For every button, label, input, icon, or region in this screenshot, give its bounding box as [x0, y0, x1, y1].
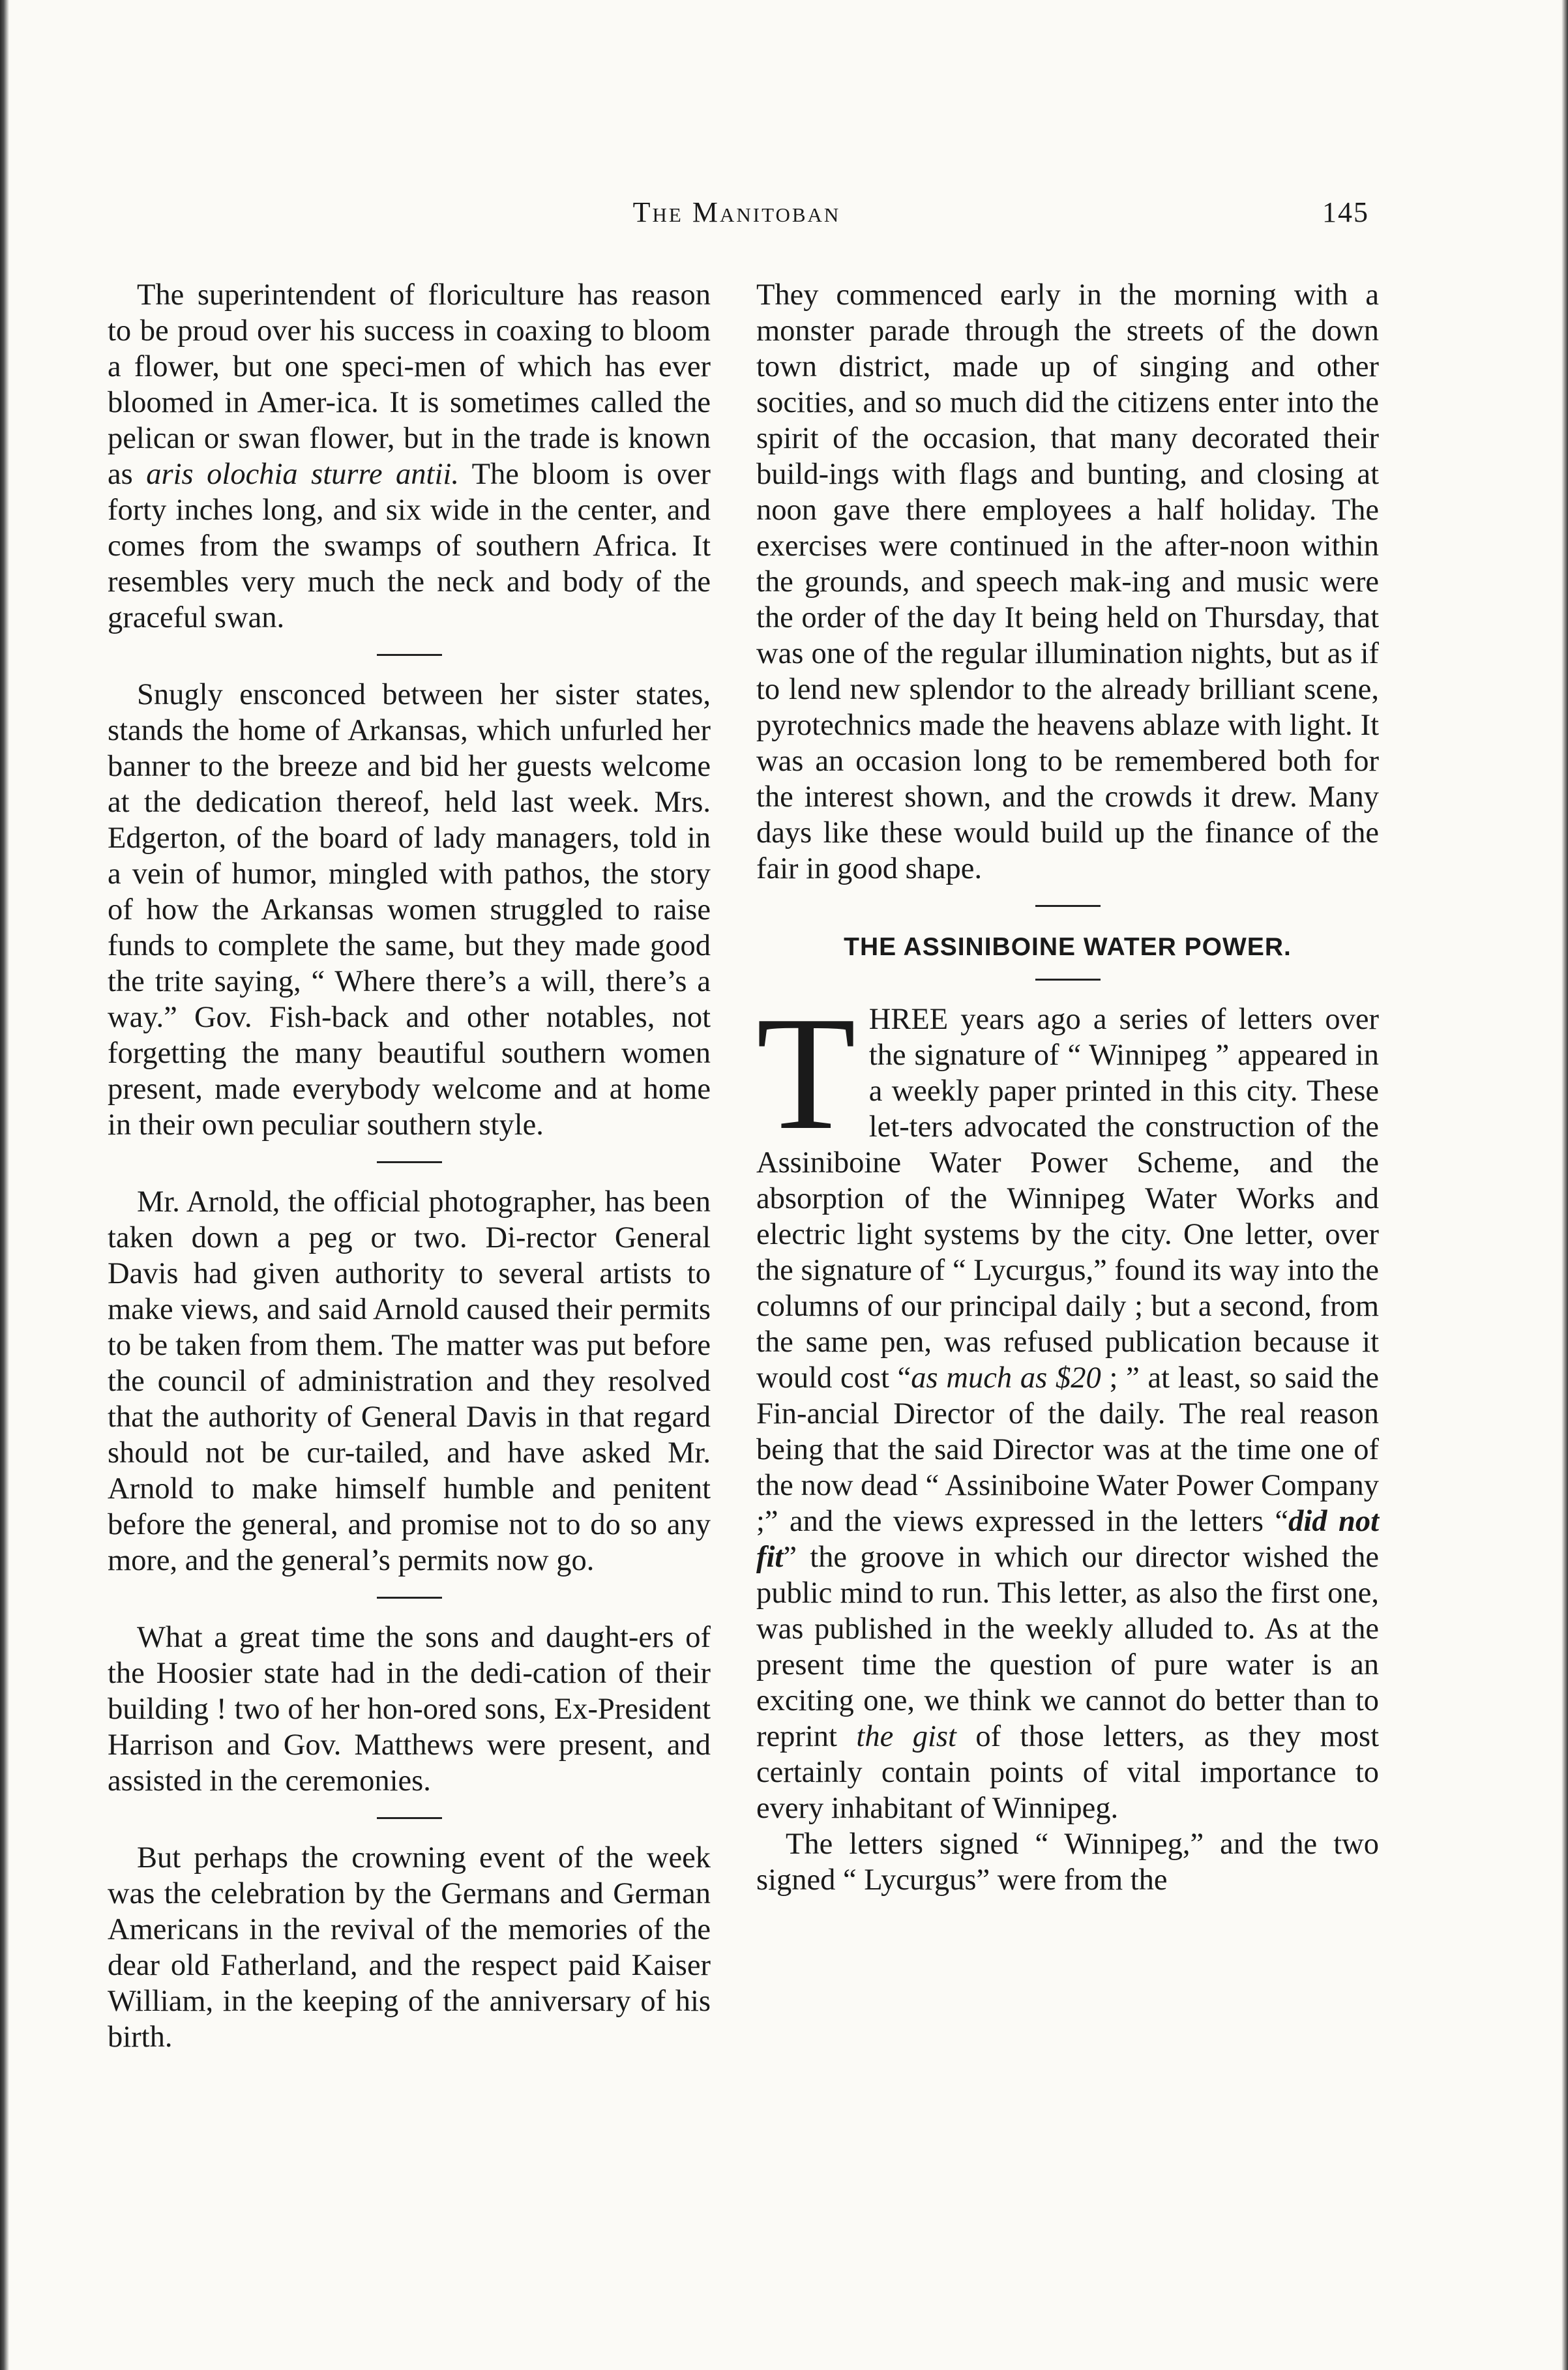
page-edge-left: [0, 0, 9, 2370]
section-rule: [1035, 905, 1101, 907]
page-number: 145: [1322, 196, 1369, 228]
paragraph-hoosier: What a great time the sons and daught-ers of the Hoosier state had in the dedi-cation of their building ! two of her hon-ored sons, Ex-President Harrison and Gov. Matthews were present, and assisted in the ceremonies.: [108, 1621, 711, 1798]
paragraph-floriculture: The superintendent of floriculture has reason to be proud over his success in coaxing to bloom a flower, but one speci-men of which has ever bloomed in Amer-ica. It is sometimes called the pelican or swan flower, but in the trade is known as aris olochia sturre antii. The bloom is over forty inches long, and six wide in the center, and comes from the swamps of southern Africa. It resembles very much the neck and body of the graceful swan.: [108, 278, 711, 634]
section-rule: [377, 654, 442, 656]
right-column: [756, 277, 1379, 1898]
paragraph-arkansas: Snugly ensconced between her sister states, stands the home of Arkansas, which unfurled her banner to the breeze and bid her guests welcome at the dedication thereof, held last week. Mrs. Edgerton, of the board of lady managers, told in a vein of humor, mingled with pathos, the story of how the Arkansas women struggled to raise funds to complete the same, but they made good the trite saying, “ Where there’s a will, there’s a way.” Gov. Fish-back and other notables, not forgetting the many beautiful southern women present, made everybody welcome and at home in their own peculiar southern style.: [108, 678, 711, 1142]
section-rule: [377, 1817, 442, 1819]
paragraph-arnold: Mr. Arnold, the official photographer, has been taken down a peg or two. Di-rector General Davis had given authority to several artists to make views, and said Arnold caused their permits to be taken from them. The matter was put before the council of administration and they resolved that the authority of General Davis in that regard should not be cur-tailed, and have asked Mr. Arnold to make himself humble and penitent before the general, and promise not to do so any more, and the general’s permits now go.: [108, 1185, 711, 1577]
paragraph-letters-signed: The letters signed “ Winnipeg,” and the two signed “ Lycurgus” were from the: [756, 1828, 1379, 1897]
page-edge-right: [1561, 0, 1568, 2370]
plant-name: aris olochia sturre antii.: [146, 458, 459, 491]
paragraph-celebration-continued: They commenced early in the morning with a monster parade through the streets of the down town district, made up of singing and other socities, and so much did the citizens enter into the spirit of the occasion, that many decorated their build-ings with flags and bunting, and closing at noon gave there employees a half holiday. The exercises were continued in the after-noon within the grounds, and speech mak-ing and music were the order of the day It being held on Thursday, that was one of the regular illumination nights, but as if to lend new splendor to the already brilliant scene, pyrotechnics made the heavens ablaze with light. It was an occasion long to be remembered both for the interest shown, and the crowds it drew. Many days like these would build up the finance of the fair in good shape.: [756, 278, 1379, 885]
section-rule: [377, 1161, 442, 1163]
heading-rule: [1035, 979, 1101, 981]
section-rule: [377, 1597, 442, 1599]
paragraph-german-celebration: But perhaps the crowning event of the week was the celebration by the Germans and German Americans in the revival of the memories of the dear old Fatherland, and the respect paid Kaiser William, in the keeping of the anniversary of his birth.: [108, 1841, 711, 2054]
running-title: The Manitoban: [632, 196, 841, 228]
drop-cap: T: [756, 983, 856, 1164]
article-heading: THE ASSINIBOINE WATER POWER.: [844, 933, 1292, 961]
page-header: [104, 196, 1369, 241]
left-column: [108, 277, 711, 2055]
paragraph-water-power-intro: THREE years ago a series of letters over the signature of “ Winnipeg ” appeared in a weekly paper printed in this city. These let-ters advocated the construction of the Assiniboine Water Power Scheme, and the absorption of the Winnipeg Water Works and electric light systems by the city. One letter, over the signature of “ Lycurgus,” found its way into the columns of our principal daily ; but a second, from the same pen, was refused publication because it would cost “as much as $20 ; ” at least, so said the Fin-ancial Director of the daily. The real reason being that the said Director was at the time one of the now dead “ Assiniboine Water Power Company ;” and the views expressed in the letters “did not fit” the groove in which our director wished the public mind to run. This letter, as also the first one, was published in the weekly alluded to. As at the present time the question of pure water is an exciting one, we think we cannot do better than to reprint the gist of those letters, as they most certainly contain points of vital importance to every inhabitant of Winnipeg.: [756, 983, 1380, 1825]
